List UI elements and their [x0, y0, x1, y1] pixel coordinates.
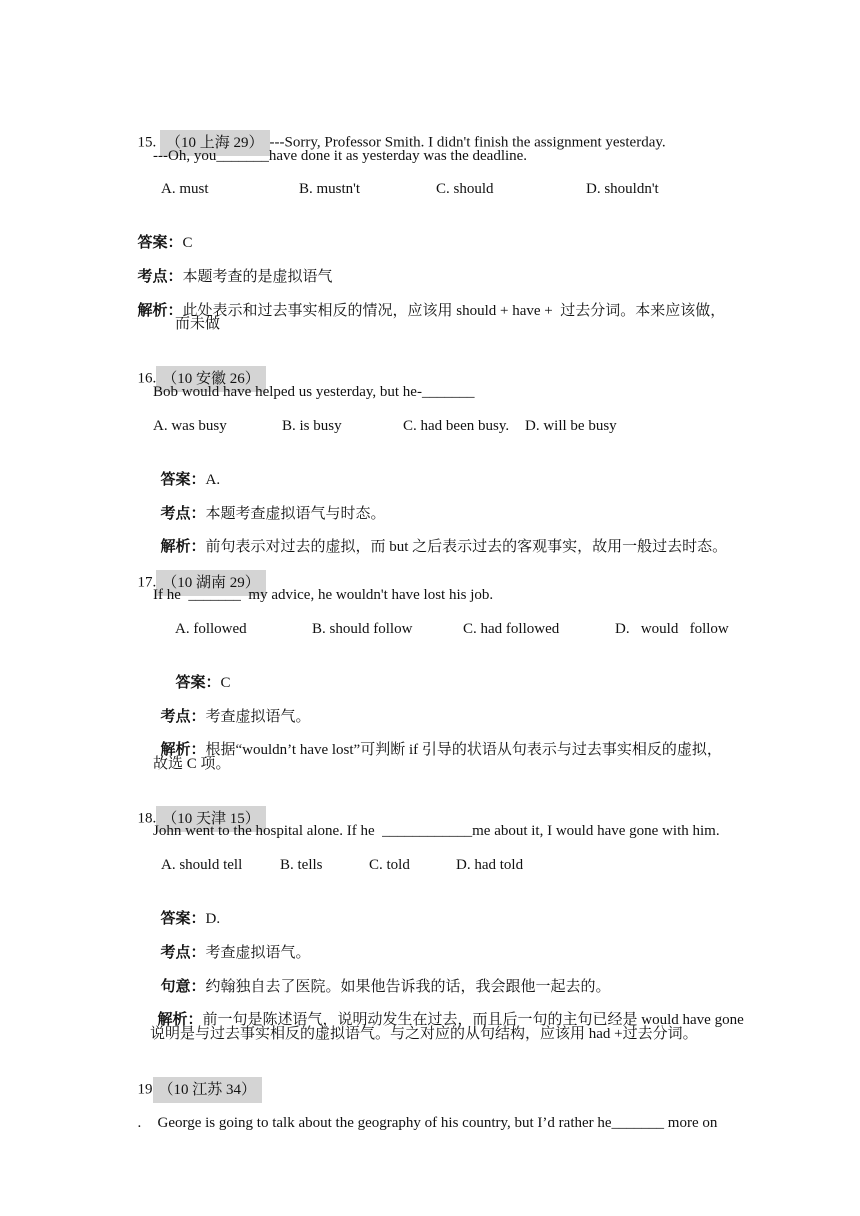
- answer-label: 答案：: [160, 472, 206, 488]
- option-b: B. tells: [280, 857, 323, 873]
- question-number: 19: [137, 1081, 153, 1098]
- option-a: A. followed: [175, 621, 247, 637]
- point-label: 考点：: [160, 709, 206, 725]
- q19-stem-line: [130, 1093, 717, 1133]
- question-number: 18.: [137, 810, 157, 827]
- answer-value: D.: [205, 911, 221, 927]
- option-c: C. told: [369, 857, 410, 873]
- q17-analysis-line2: 故选 C 项。: [153, 756, 231, 772]
- option-b: B. should follow: [312, 621, 413, 637]
- option-c: C. should: [436, 181, 494, 197]
- point-label: 考点：: [160, 506, 206, 522]
- meaning-text: 约翰独自去了医院。如果他告诉我的话，我会跟他一起去的。: [205, 979, 611, 995]
- source-tag: （10 湖南 29）: [156, 570, 266, 596]
- point-text: 本题考查虚拟语气与时态。: [205, 506, 386, 522]
- point-text: 考查虚拟语气。: [205, 945, 311, 961]
- analysis-label: 解析：: [157, 1012, 203, 1028]
- analysis-label: 解析：: [160, 742, 206, 758]
- meaning-label: 句意：: [160, 979, 206, 995]
- point-text: 考查虚拟语气。: [205, 709, 311, 725]
- answer-value: A.: [205, 472, 221, 488]
- source-tag: （10 江苏 34）: [153, 1077, 263, 1103]
- question-number: 15.: [137, 134, 160, 151]
- option-c: C. had been busy.: [403, 418, 510, 434]
- q17-analysis: [153, 720, 722, 760]
- source-tag: （10 安徽 26）: [156, 366, 266, 392]
- analysis-text: 前一句是陈述语气，说明动发生在过去，而且后一句的主句已经是 would have gone: [202, 1012, 744, 1028]
- q17-stem: If he _______ my advice, he wouldn't have lost his job.: [153, 587, 494, 603]
- option-d: D. will be busy: [525, 418, 617, 434]
- option-d: D. shouldn't: [586, 181, 659, 197]
- option-a: A. must: [161, 181, 209, 197]
- option-b: B. mustn't: [299, 181, 361, 197]
- question-stem: ---Sorry, Professor Smith. I didn't finish the assignment yesterday.: [269, 134, 666, 151]
- q16-stem: Bob would have helped us yesterday, but he-_______: [153, 384, 475, 400]
- answer-value: C: [182, 235, 193, 251]
- q15-stem-line2: ---Oh, you_______have done it as yesterday was the deadline.: [153, 148, 528, 164]
- q15-options: [0, 179, 860, 279]
- q18-analysis-line2: 说明是与过去事实相反的虚拟语气。与之对应的从句结构，应该用 had +过去分词。: [150, 1026, 698, 1042]
- option-b: B. is busy: [282, 418, 342, 434]
- answer-label: 答案：: [175, 675, 221, 691]
- option-d: D. would follow: [615, 621, 729, 637]
- q16-options: [0, 416, 860, 516]
- q18-options: [0, 855, 860, 955]
- point-text: 本题考查的是虚拟语气: [182, 269, 333, 285]
- option-d: D. had told: [456, 857, 524, 873]
- answer-label: 答案：: [137, 235, 183, 251]
- q17-options: [0, 619, 860, 719]
- option-a: A. was busy: [153, 418, 227, 434]
- answer-value: C: [220, 675, 231, 691]
- option-c: C. had followed: [463, 621, 560, 637]
- question-stem: George is going to talk about the geography of his country, but I’d rather he_______ more on: [157, 1115, 718, 1131]
- point-label: 考点：: [160, 945, 206, 961]
- answer-label: 答案：: [160, 911, 206, 927]
- point-label: 考点：: [137, 269, 183, 285]
- question-number: 17.: [137, 574, 157, 591]
- analysis-label: 解析：: [137, 303, 183, 319]
- analysis-text: 前句表示对过去的虚拟，而 but 之后表示过去的客观事实，故用一般过去时态。: [205, 539, 728, 555]
- analysis-text: 根据“wouldn’t have lost”可判断 if 引导的状语从句表示与过去事实相反的虚拟，: [205, 742, 722, 758]
- analysis-label: 解析：: [160, 539, 206, 555]
- question-number: 16.: [137, 370, 157, 387]
- q15-analysis-line2: 而未做: [175, 316, 221, 332]
- analysis-text: 此处表示和过去事实相反的情况，应该用 should + have + 过去分词。本来应该做，: [182, 303, 726, 319]
- source-tag: （10 天津 15）: [156, 806, 266, 832]
- option-a: A. should tell: [161, 857, 243, 873]
- q18-stem: John went to the hospital alone. If he ____________me about it, I would have gone with him.: [153, 823, 720, 839]
- source-tag: （10 上海 29）: [160, 130, 270, 156]
- question-dot: .: [137, 1115, 142, 1131]
